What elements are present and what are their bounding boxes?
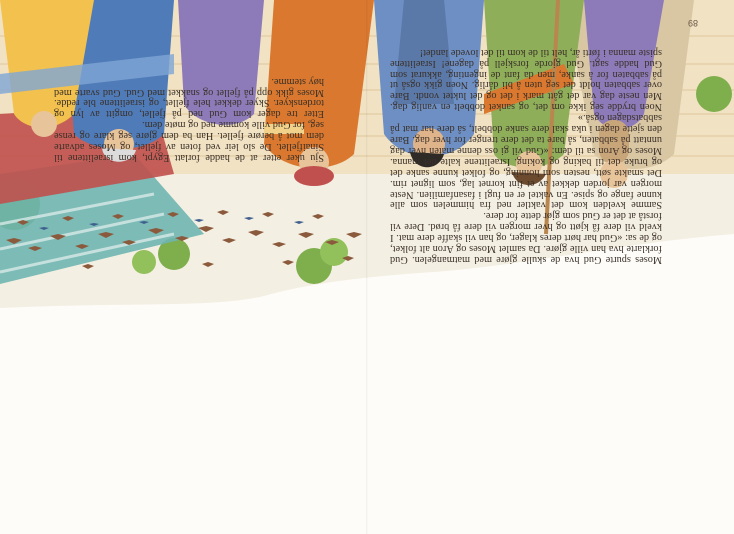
paragraph: Noen brydde seg ikke om det, og sanket dobbelt en vanlig dag. Men neste dag var det gått mark i det og det luktet vondt. Bare over sabbaten holdt det seg uten å bli dårlig. Noen gikk også ut på sabbaten for å sanke, men da fant de ingenting, akkurat som Gud hadde sagt. Gud gjorde forskjell på dagene! Israelittene spiste manna i førti år, helt til de kom til det lovede landet!: [390, 46, 662, 113]
paragraph: Etter tre dager kom Gud ned på fjellet, omgitt av lyn og tordenskyer. Skyer dekket hele fjellet, og israelittene ble redde. Moses gikk opp på fjellet og snakket med Gud. Gud svarte med høy stemme.: [54, 75, 324, 120]
paragraph: Moses spurte Gud hva de skulle gjøre med matmangelen. Gud forklarte hva han ville gjøre. Da samlet Moses og Aron alt folket, og de sa: «Gud har hørt deres klager, og han vil skaffe dere mat. I kveld vil dere få kjøtt og hver morgen vil dere få brød. Dere vil forstå at det er Gud som gjør dette for dere.: [390, 210, 662, 265]
text-column-sinai: [54, 75, 324, 162]
page-number: 89: [687, 18, 698, 28]
text-column-manna: [390, 46, 662, 264]
book-gutter: [366, 0, 368, 534]
paragraph: Sju uker etter at de hadde forlatt Egypt, kom israelittene til Sinaifjellet. De slo leir ved foten av fjellet, og Moses advarte dem mot å berøre fjellet. Han ba dem gjøre seg klare og rense seg, for Gud ville komme ned og møte dem.: [54, 119, 324, 163]
paragraph: Samme kvelden kom det vaktler ned fra himmelen som alle kunne fange og spise. En vaktel er en fugl i fasanfamilien. Neste morgen var jorden dekket av et fint kornet lag, som lignet rim. Det smakte søtt, nesten som honning, og folket kunne sanke det og bruke det til baking og koking. Israelittene kalte det manna. Moses og Aron sa til dem: «Gud vil gi oss denne maten hver dag unntatt på sabbaten, så bare ta det dere trenger for hver dag. Bare den sjette dagen i uka skal dere sanke dobbelt, så dere har mat på sabbatsdagen også.»: [390, 112, 662, 211]
